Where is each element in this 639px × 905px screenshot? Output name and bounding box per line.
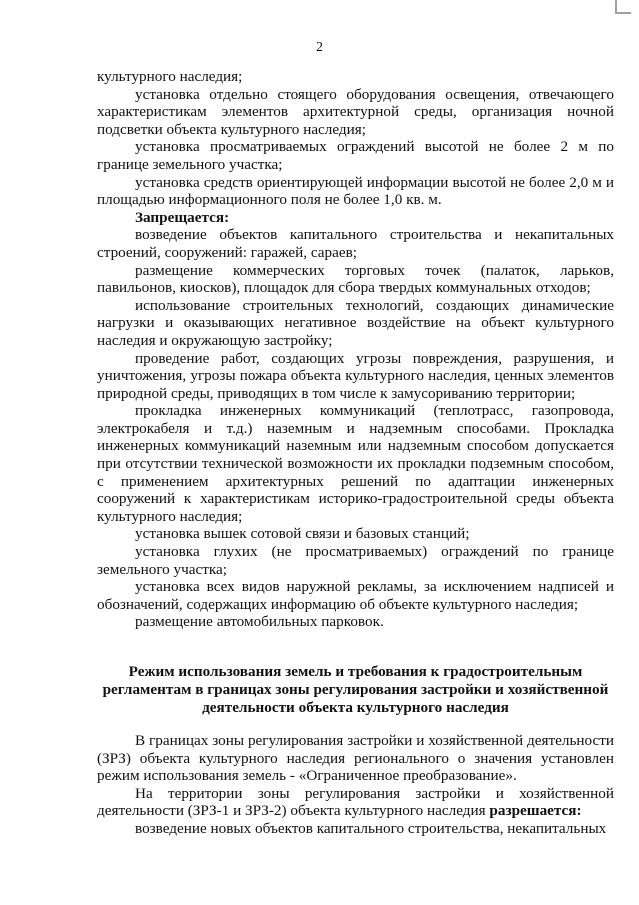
paragraph: установка просматриваемых ограждений высотой не более 2 м по границе земельного участка; bbox=[97, 138, 614, 173]
paragraph-text: На территории зоны регулирования застройки и хозяйственной деятельности (ЗРЗ-1 и ЗРЗ-2) объекта культурного наследия bbox=[97, 784, 614, 820]
forbidden-item: размещение коммерческих торговых точек (палаток, ларьков, павильонов, киосков), площадок для сбора твердых коммунальных отходов; bbox=[97, 261, 614, 297]
forbidden-heading: Запрещается: bbox=[135, 208, 230, 226]
forbidden-item: проведение работ, создающих угрозы повреждения, разрушения, и уничтожения, угрозы пожара объекта культурного наследия, ценных элементов природной среды, приводящих в том числе к замусориванию территории; bbox=[97, 349, 614, 402]
forbidden-item: прокладка инженерных коммуникаций (теплотрасс, газопровода, электрокабеля и т.д.) наземным и надземным способами. Прокладка инженерных коммуникаций наземным или надземным способом допускается при отсутствии технической возможности их прокладки подземным способом, с применением архитектурных решений по адаптации инженерных сооружений к характеристикам историко-градостроительной среды объекта культурного наследия; bbox=[97, 402, 614, 525]
paragraph bbox=[97, 785, 614, 820]
section-body bbox=[97, 732, 614, 838]
forbidden-item: возведение объектов капитального строительства и некапитальных строений, сооружений: гаражей, сараев; bbox=[97, 226, 614, 261]
paragraph: установка отдельно стоящего оборудования освещения, отвечающего характеристикам элементов архитектурной среды, организация ночной подсветки объекта культурного наследия; bbox=[97, 85, 614, 138]
section-heading: Режим использования земель и требования к градостроительным регламентам в границах зоны регулирования застройки и хозяйственной деятельности объекта культурного наследия bbox=[102, 663, 609, 716]
paragraph: установка средств ориентирующей информации высотой не более 2,0 м и площадью информационного поля не более 1,0 кв. м. bbox=[97, 173, 614, 209]
paragraph: культурного наследия; bbox=[97, 68, 243, 85]
scan-corner-mark bbox=[615, 0, 631, 14]
paragraph: возведение новых объектов капитального строительства, некапитальных bbox=[135, 819, 607, 837]
page-number: 2 bbox=[316, 40, 323, 55]
permitted-label: разрешается: bbox=[489, 802, 582, 820]
regulations-text bbox=[97, 68, 614, 631]
forbidden-item: использование строительных технологий, создающих динамические нагрузки и оказывающих негативное воздействие на объект культурного наследия и окружающую застройку; bbox=[97, 296, 614, 349]
forbidden-item: установка всех видов наружной рекламы, за исключением надписей и обозначений, содержащих информацию об объекте культурного наследия; bbox=[97, 578, 614, 613]
forbidden-item: установка глухих (не просматриваемых) ограждений по границе земельного участка; bbox=[97, 543, 614, 578]
forbidden-item: установка вышек сотовой связи и базовых станций; bbox=[135, 525, 470, 543]
forbidden-item: размещение автомобильных парковок. bbox=[135, 613, 384, 631]
paragraph: В границах зоны регулирования застройки и хозяйственной деятельности (ЗРЗ) объекта культурного наследия регионального о значения установлен режим использования земель - «Ограниченное преобразование». bbox=[97, 732, 614, 785]
